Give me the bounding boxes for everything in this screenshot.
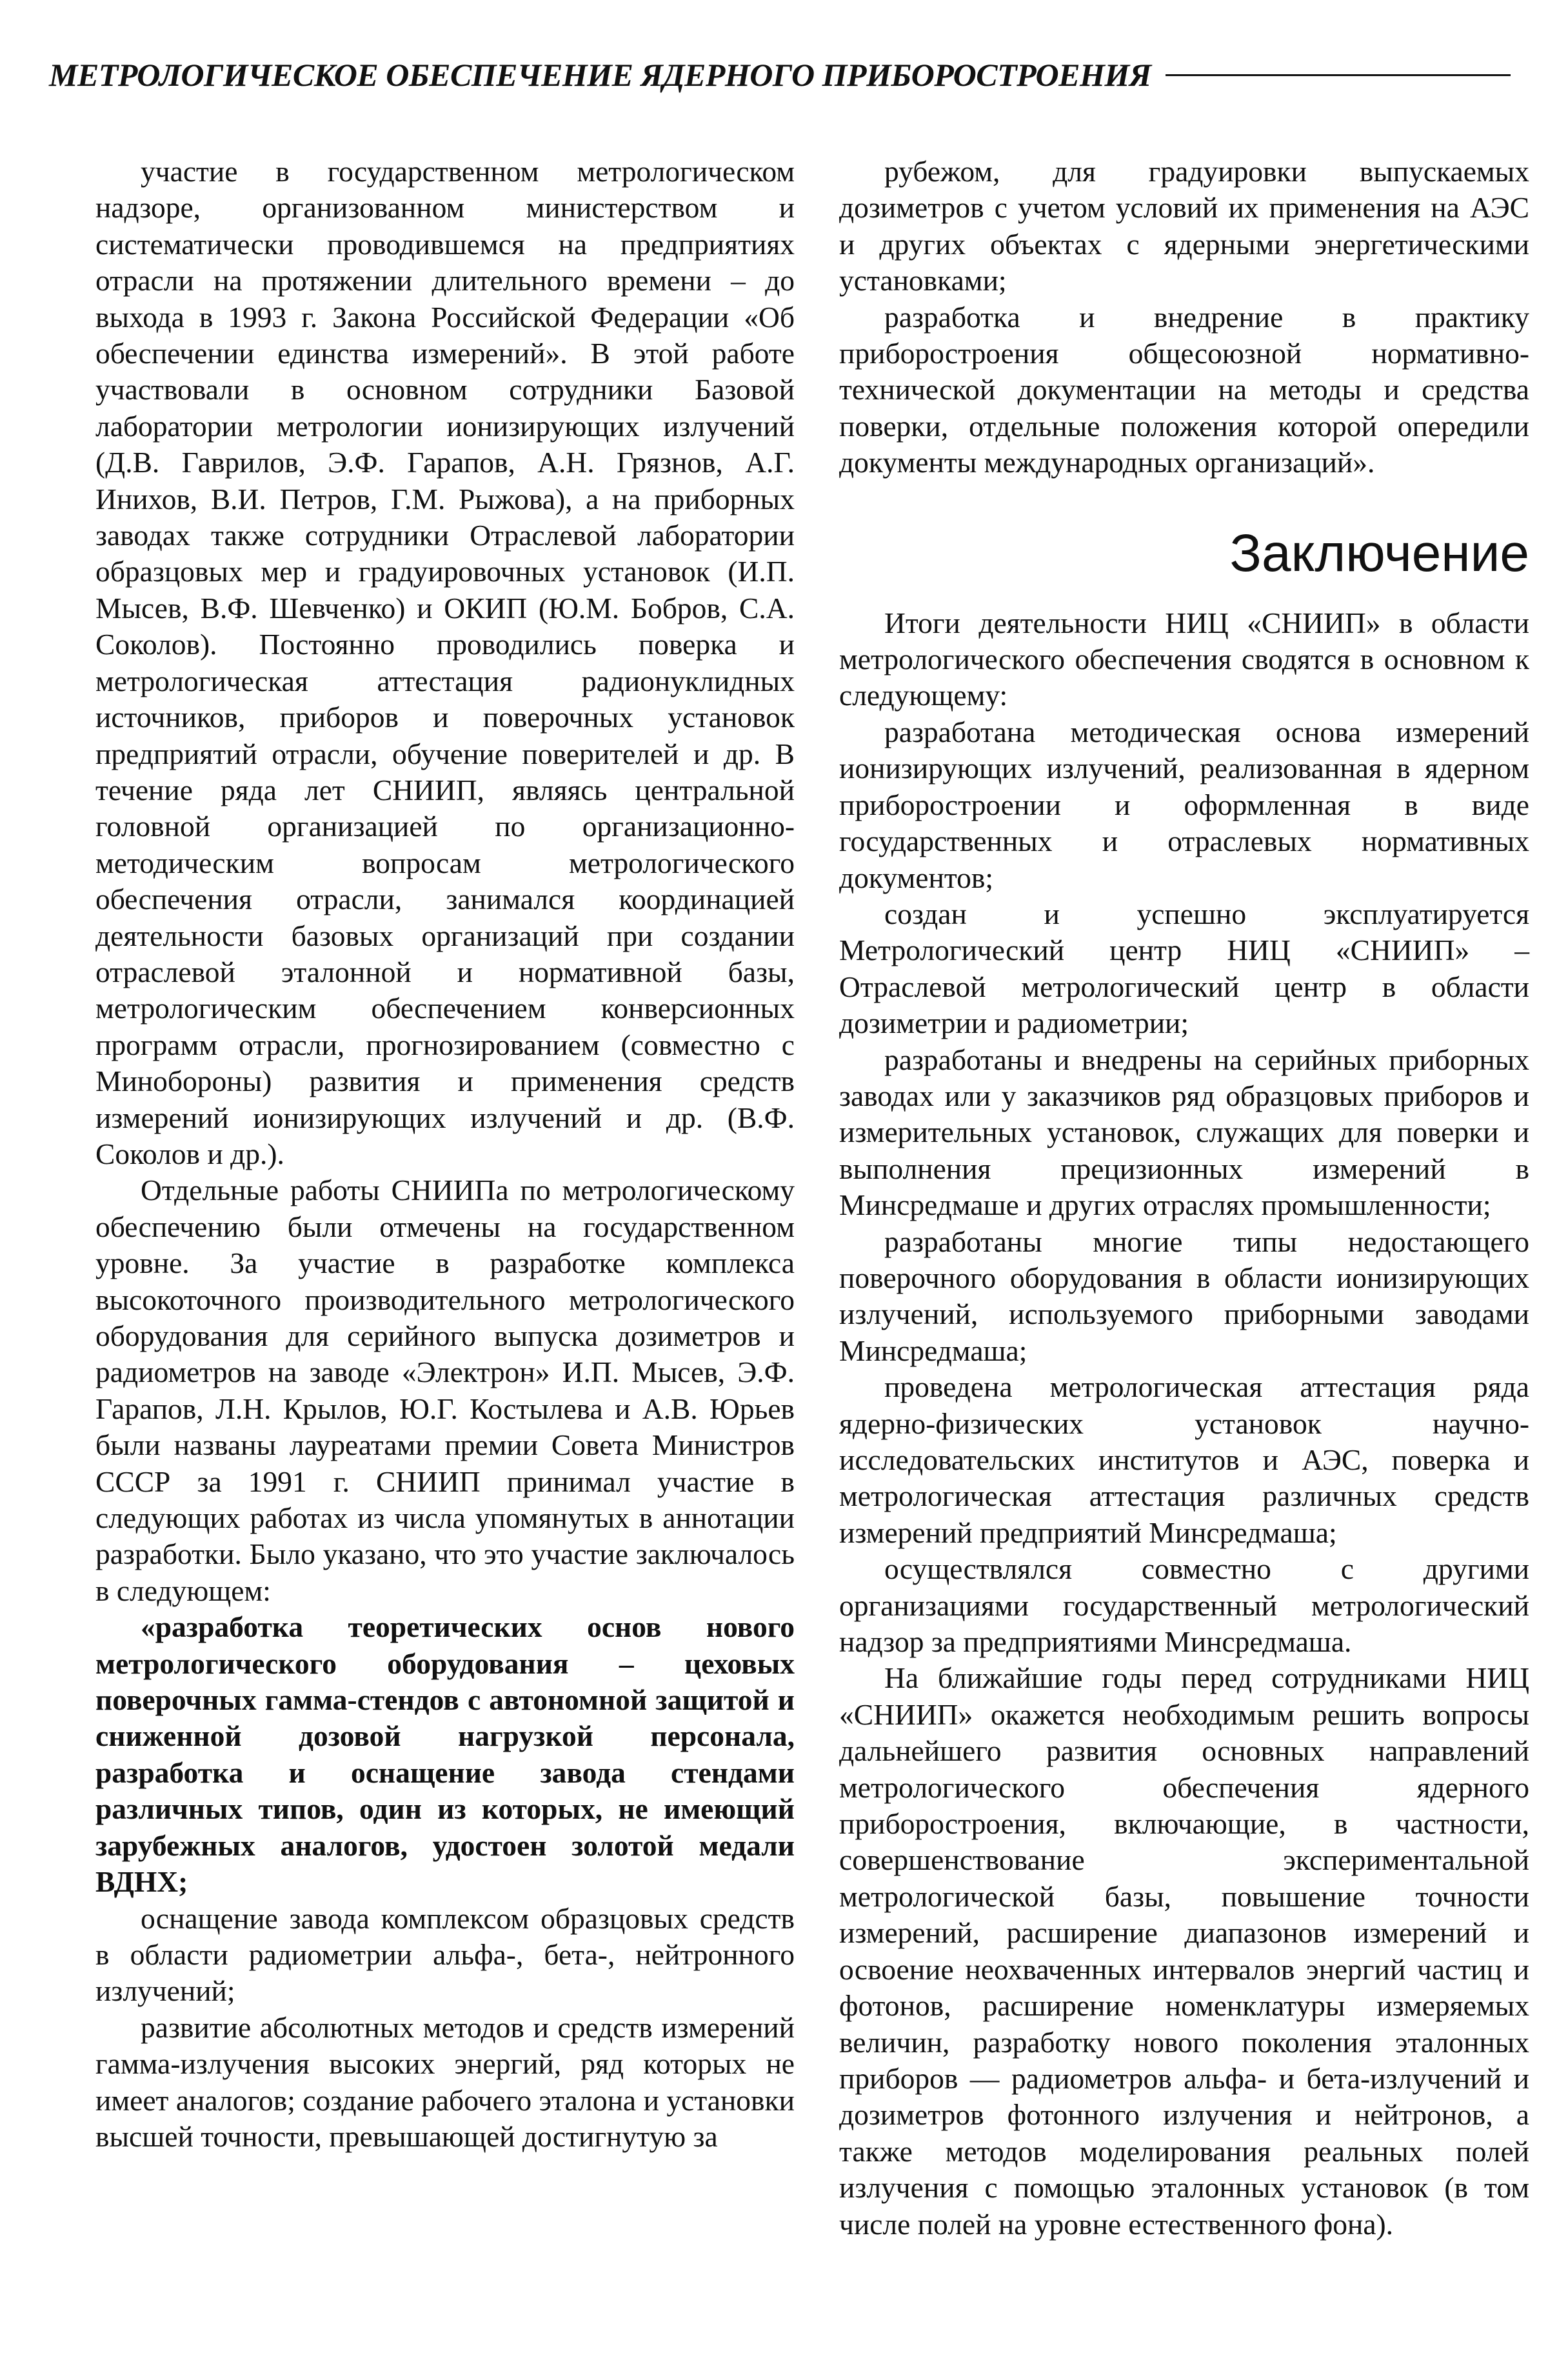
- left-column: [95, 154, 795, 2155]
- conclusion-list-item: разработаны многие типы недостающего поверочного оборудования в области ионизирующих излучений, используемого приборными заводами Минсредмаша;: [839, 1225, 1529, 1367]
- quoted-list-item: разработка и внедрение в практику приборостроения общесоюзной нормативно-технической документации на методы и средства поверки, отдельные положения которой опередили документы международных организаций».: [839, 300, 1529, 479]
- quoted-list-item: развитие абсолютных методов и средств измерений гамма-излучения высоких энергий, ряд которых не имеет аналогов; создание рабочего эталона и установки высшей точности, превышающей достигнутую за: [95, 2010, 795, 2153]
- quoted-list-item: рубежом, для градуировки выпускаемых дозиметров с учетом условий их применения на АЭС и других объектах с ядерными энергетическими установками;: [839, 155, 1529, 297]
- quoted-list-item: оснащение завода комплексом образцовых средств в области радиометрии альфа-, бета-, нейтронного излучений;: [95, 1901, 795, 2008]
- running-header-title: МЕТРОЛОГИЧЕСКОЕ ОБЕСПЕЧЕНИЕ ЯДЕРНОГО ПРИБОРОСТРОЕНИЯ: [49, 57, 1151, 93]
- right-column: [839, 154, 1529, 2243]
- conclusion-list-item: разработана методическая основа измерений ионизирующих излучений, реализованная в ядерном приборостроении и оформленная в виде государственных и отраслевых нормативных документов;: [839, 715, 1529, 894]
- section-heading-conclusion: Заключение: [1229, 523, 1529, 583]
- header-rule-divider: [1166, 74, 1511, 76]
- running-header: [49, 55, 1511, 94]
- conclusion-paragraph: Итоги деятельности НИЦ «СНИИП» в области метрологического обеспечения сводятся в основном к следующему:: [839, 606, 1529, 712]
- conclusion-list-item: проведена метрологическая аттестация ряда ядерно-физических установок научно-исследовательских институтов и АЭС, поверка и метрологическая аттестация различных средств измерений предприятий Минсредмаша;: [839, 1370, 1529, 1549]
- conclusion-list-item: осуществлялся совместно с другими организациями государственный метрологический надзор за предприятиями Минсредмаша.: [839, 1552, 1529, 1659]
- conclusion-paragraph: На ближайшие годы перед сотрудниками НИЦ «СНИИП» окажется необходимым решить вопросы дальнейшего развития основных направлений метрологического обеспечения ядерного приборостроения, включающие, в частности, совершенствование экспериментальной метрологической базы, повышение точности измерений, расширение диапазонов измерений и освоение неохваченных интервалов энергий частиц и фотонов, расширение номенклатуры измеряемых величин, разработку нового поколения эталонных приборов — радиометров альфа- и бета-излучений и дозиметров фотонного излучения и нейтронов, а также методов моделирования реальных полей излучения с помощью эталонных установок (в том числе полей на уровне естественного фона).: [839, 1661, 1529, 2241]
- quoted-list-item-bold: «разработка теоретических основ нового метрологического оборудования – цеховых поверочных гамма-стендов с автономной защитой и сниженной дозовой нагрузкой персонала, разработка и оснащение завода стендами различных типов, один из которых, не имеющий зарубежных аналогов, удостоен золотой медали ВДНХ;: [95, 1610, 795, 1899]
- body-paragraph: участие в государственном метрологическом надзоре, организованном министерством и систематически проводившемся на предприятиях отрасли на протяжении длительного времени – до выхода в 1993 г. Закона Российской Федерации «Об обеспечении единства измерений». В этой работе участвовали в основном сотрудники Базовой лаборатории метрологии ионизирующих излучений (Д.В. Гаврилов, Э.Ф. Гарапов, А.Н. Грязнов, А.Г. Инихов, В.И. Петров, Г.М. Рыжова), а на приборных заводах также сотрудники Отраслевой лаборатории образцовых мер и градуировочных установок (И.П. Мысев, В.Ф. Шевченко) и ОКИП (Ю.М. Бобров, С.А. Соколов). Постоянно проводились поверка и метрологическая аттестация радионуклидных источников, приборов и поверочных установок предприятий отрасли, обучение поверителей и др. В течение ряда лет СНИИП, являясь центральной головной организацией по организационно-методическим вопросам метрологического обеспечения отрасли, занимался координацией деятельности базовых организаций при создании отраслевой эталонной и нормативной базы, метрологическим обеспечением конверсионных программ отрасли, прогнозированием (совместно с Минобороны) развития и применения средств измерений ионизирующих излучений и др. (В.Ф. Соколов и др.).: [95, 155, 795, 1170]
- conclusion-list-item: разработаны и внедрены на серийных приборных заводах или у заказчиков ряд образцовых приборов и измерительных установок, служащих для поверки и выполнения прецизионных измерений в Минсредмаше и других отраслях промышленности;: [839, 1043, 1529, 1222]
- conclusion-list-item: создан и успешно эксплуатируется Метрологический центр НИЦ «СНИИП» – Отраслевой метрологический центр в области дозиметрии и радиометрии;: [839, 897, 1529, 1040]
- body-paragraph: Отдельные работы СНИИПа по метрологическому обеспечению были отмечены на государственном уровне. За участие в разработке комплекса высокоточного производительного метрологического оборудования для серийного выпуска дозиметров и радиометров на заводе «Электрон» И.П. Мысев, Э.Ф. Гарапов, Л.Н. Крылов, Ю.Г. Костылева и А.В. Юрьев были названы лауреатами премии Совета Министров СССР за 1991 г. СНИИП принимал участие в следующих работах из числа упомянутых в аннотации разработки. Было указано, что это участие заключалось в следующем:: [95, 1174, 795, 1607]
